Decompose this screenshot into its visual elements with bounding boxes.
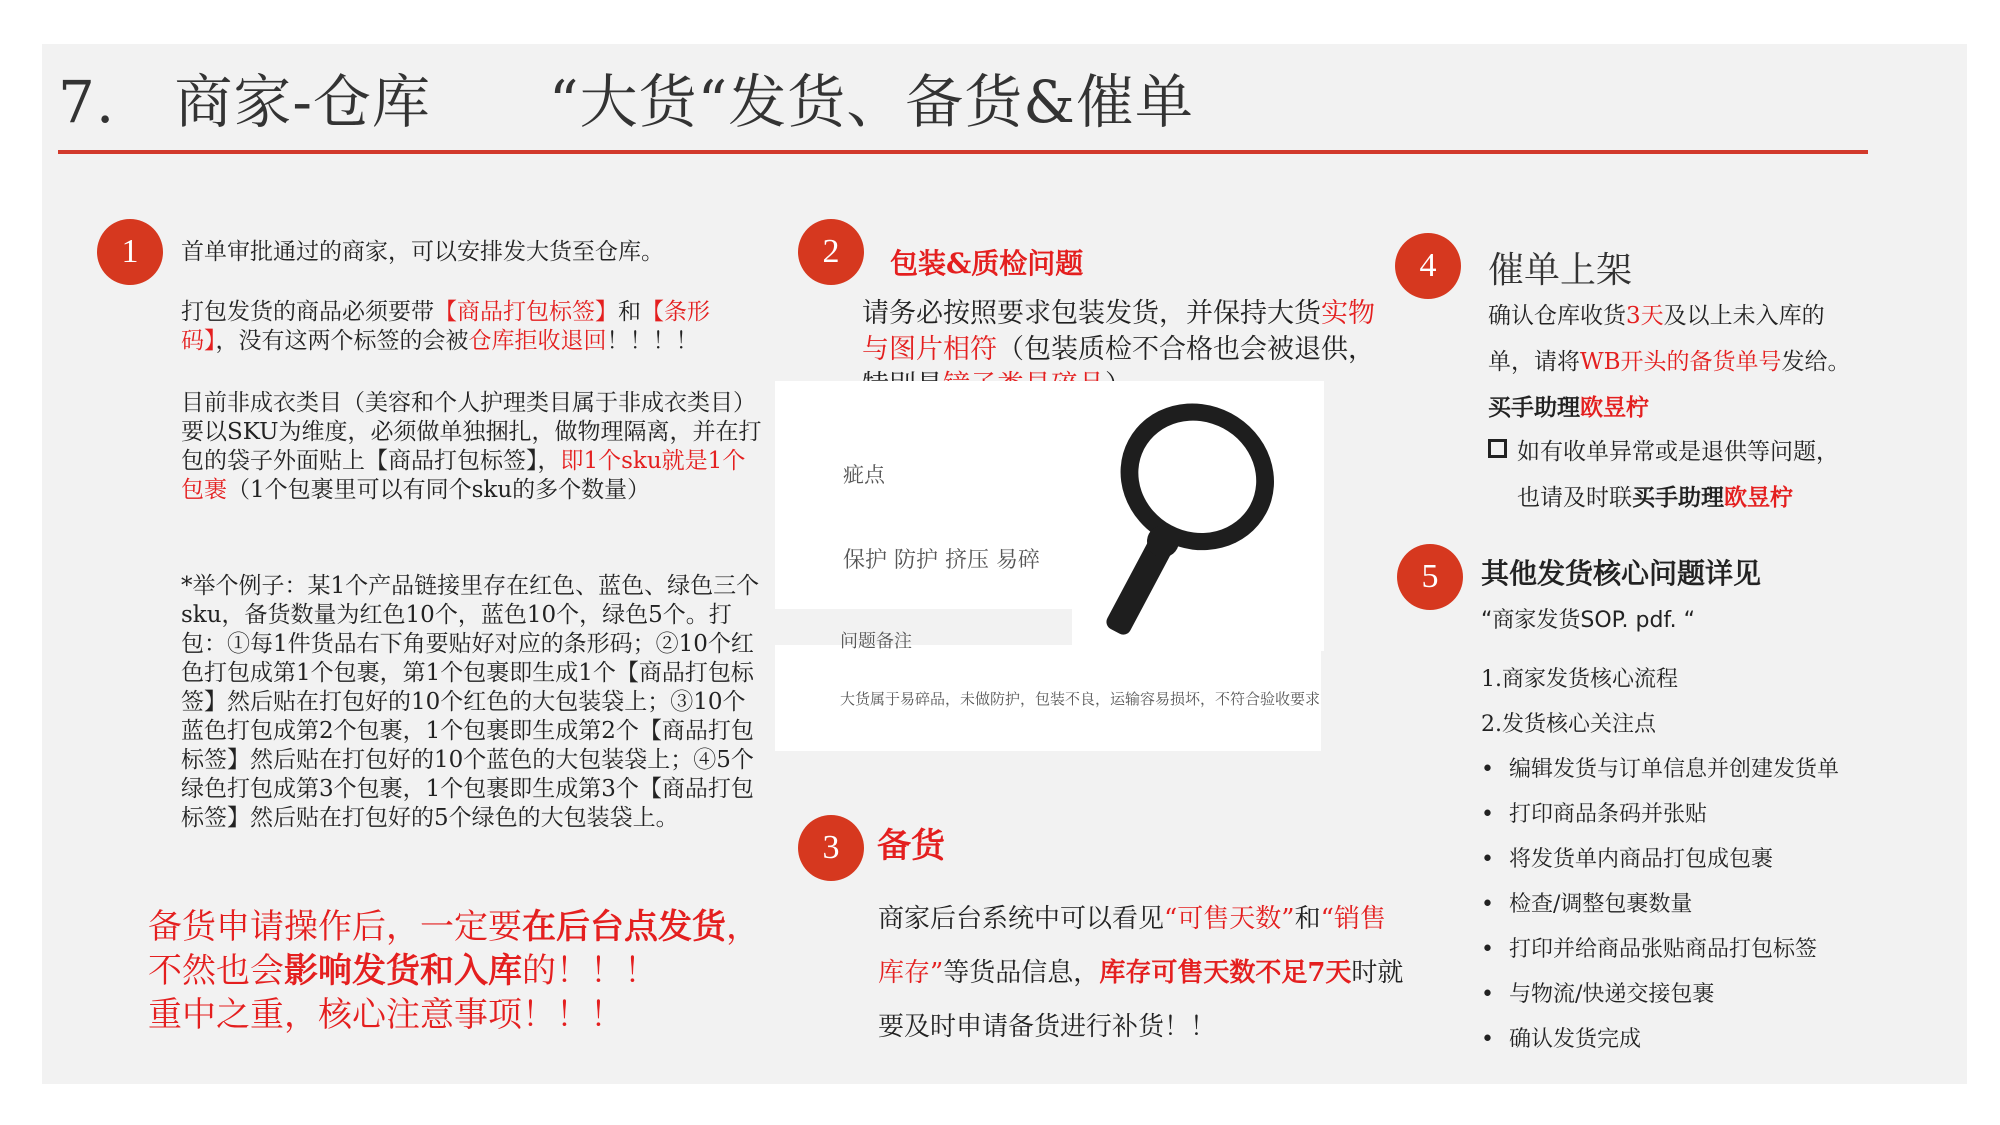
flaw-label: 疵点	[843, 463, 885, 487]
s5-topic-list	[1481, 657, 1839, 1062]
step-1-badge: 1	[97, 219, 163, 285]
bullet-item: • 编辑发货与订单信息并创建发货单	[1481, 757, 1840, 782]
title-divider	[58, 150, 1868, 154]
bullet-item: • 与物流/快递交接包裹	[1481, 982, 1715, 1007]
s5-doc-reference: “商家发货SOP. pdf. “	[1481, 608, 1695, 633]
bullet-item: • 打印并给商品张贴商品打包标签	[1481, 937, 1818, 962]
step-5-badge: 5	[1397, 544, 1463, 610]
s4-assistant: 买手助理欧昱柠	[1488, 394, 1649, 421]
bullet-item: • 检查/调整包裹数量	[1481, 892, 1693, 917]
bullet-item: • 打印商品条码并张贴	[1481, 802, 1708, 827]
flaw-tags: 保护 防护 挤压 易碎	[843, 548, 1040, 573]
step-4-badge: 4	[1395, 233, 1461, 299]
note-label: 问题备注	[840, 631, 912, 652]
page-title: 7. 商家-仓库 “大货“发货、备货&催单	[58, 68, 1194, 136]
s4-checkbox-item: 如有收单异常或是退供等问题，	[1488, 438, 1839, 467]
s5-heading: 其他发货核心问题详见	[1481, 557, 1762, 590]
s1-warning: 备货申请操作后，一定要在后台点发货， 不然也会影响发货和入库的！！！ 重中之重，核心注意事项！！！	[148, 907, 760, 1035]
s4-heading: 催单上架	[1488, 250, 1633, 291]
s1-sku-rule: 目前非成衣类目（美容和个人护理类目属于非成衣类目）要以SKU为维度，必须做单独捆扎，做物理隔离，并在打包的袋子外面贴上【商品打包标签】，即1个sku就是1个包裹（1个包裹里可以有同个sku的多个数量）	[181, 390, 762, 503]
step-3-badge: 3	[798, 815, 864, 881]
s2-body: 请务必按照要求包装发货，并保持大货实物与图片相符（包装质检不合格也会被退供，	[862, 298, 1375, 365]
bullet-item: • 确认发货完成	[1481, 1027, 1642, 1052]
bullet-item: • 将发货单内商品打包成包裹	[1481, 847, 1774, 872]
s3-heading: 备货	[877, 826, 945, 866]
s1-example-text: *举个例子：某1个产品链接里存在红色、蓝色、绿色三个sku，备货数量为红色10个，蓝色10个，绿色5个。打包：①每1件货品右下角要贴好对应的条形码；②10个红色打包成第1个包裹，第1个包裹即生成1个【商品打包标签】然后贴在打包好的10个红色的大包装袋上；③10个蓝色打包成第2个包裹，1个包裹即生成第2个【商品打包标签】然后贴在打包好的10个蓝色的大包装袋上；④5个绿色打包成第3个包裹，1个包裹即生成第3个【商品打包标签】然后贴在打包好的5个绿色的大包装袋上。	[181, 573, 760, 831]
s3-body: 商家后台系统中可以看见“可售天数”和“销售库存”等货品信息，库存可售天数不足7天时就要及时申请备货进行补货！！	[878, 904, 1404, 1042]
s4-line1: 确认仓库收货3天及以上未入库的	[1488, 303, 1825, 329]
s2-heading: 包装&质检问题	[890, 247, 1084, 280]
qc-example-card	[775, 381, 1321, 751]
list-item: 1.商家发货核心流程	[1481, 667, 1678, 692]
note-text: 大货属于易碎品，未做防护，包装不良，运输容易损坏，不符合验收要求	[840, 690, 1321, 708]
checkbox-icon	[1488, 439, 1507, 458]
step-2-badge: 2	[798, 219, 864, 285]
s1-label-requirement: 打包发货的商品必须要带【商品打包标签】和【条形码】，没有这两个标签的会被仓库拒收退回！！！！	[181, 299, 710, 354]
list-item: 2.发货核心关注点	[1481, 712, 1656, 737]
hand-mirror-image	[1072, 381, 1324, 651]
s1-intro-text: 首单审批通过的商家，可以安排发大货至仓库。	[181, 239, 664, 265]
s4-line2: 单，请将WB开头的备货单号发给。	[1488, 349, 1851, 375]
s4-contact: 也请及时联买手助理欧昱柠	[1517, 484, 1793, 511]
